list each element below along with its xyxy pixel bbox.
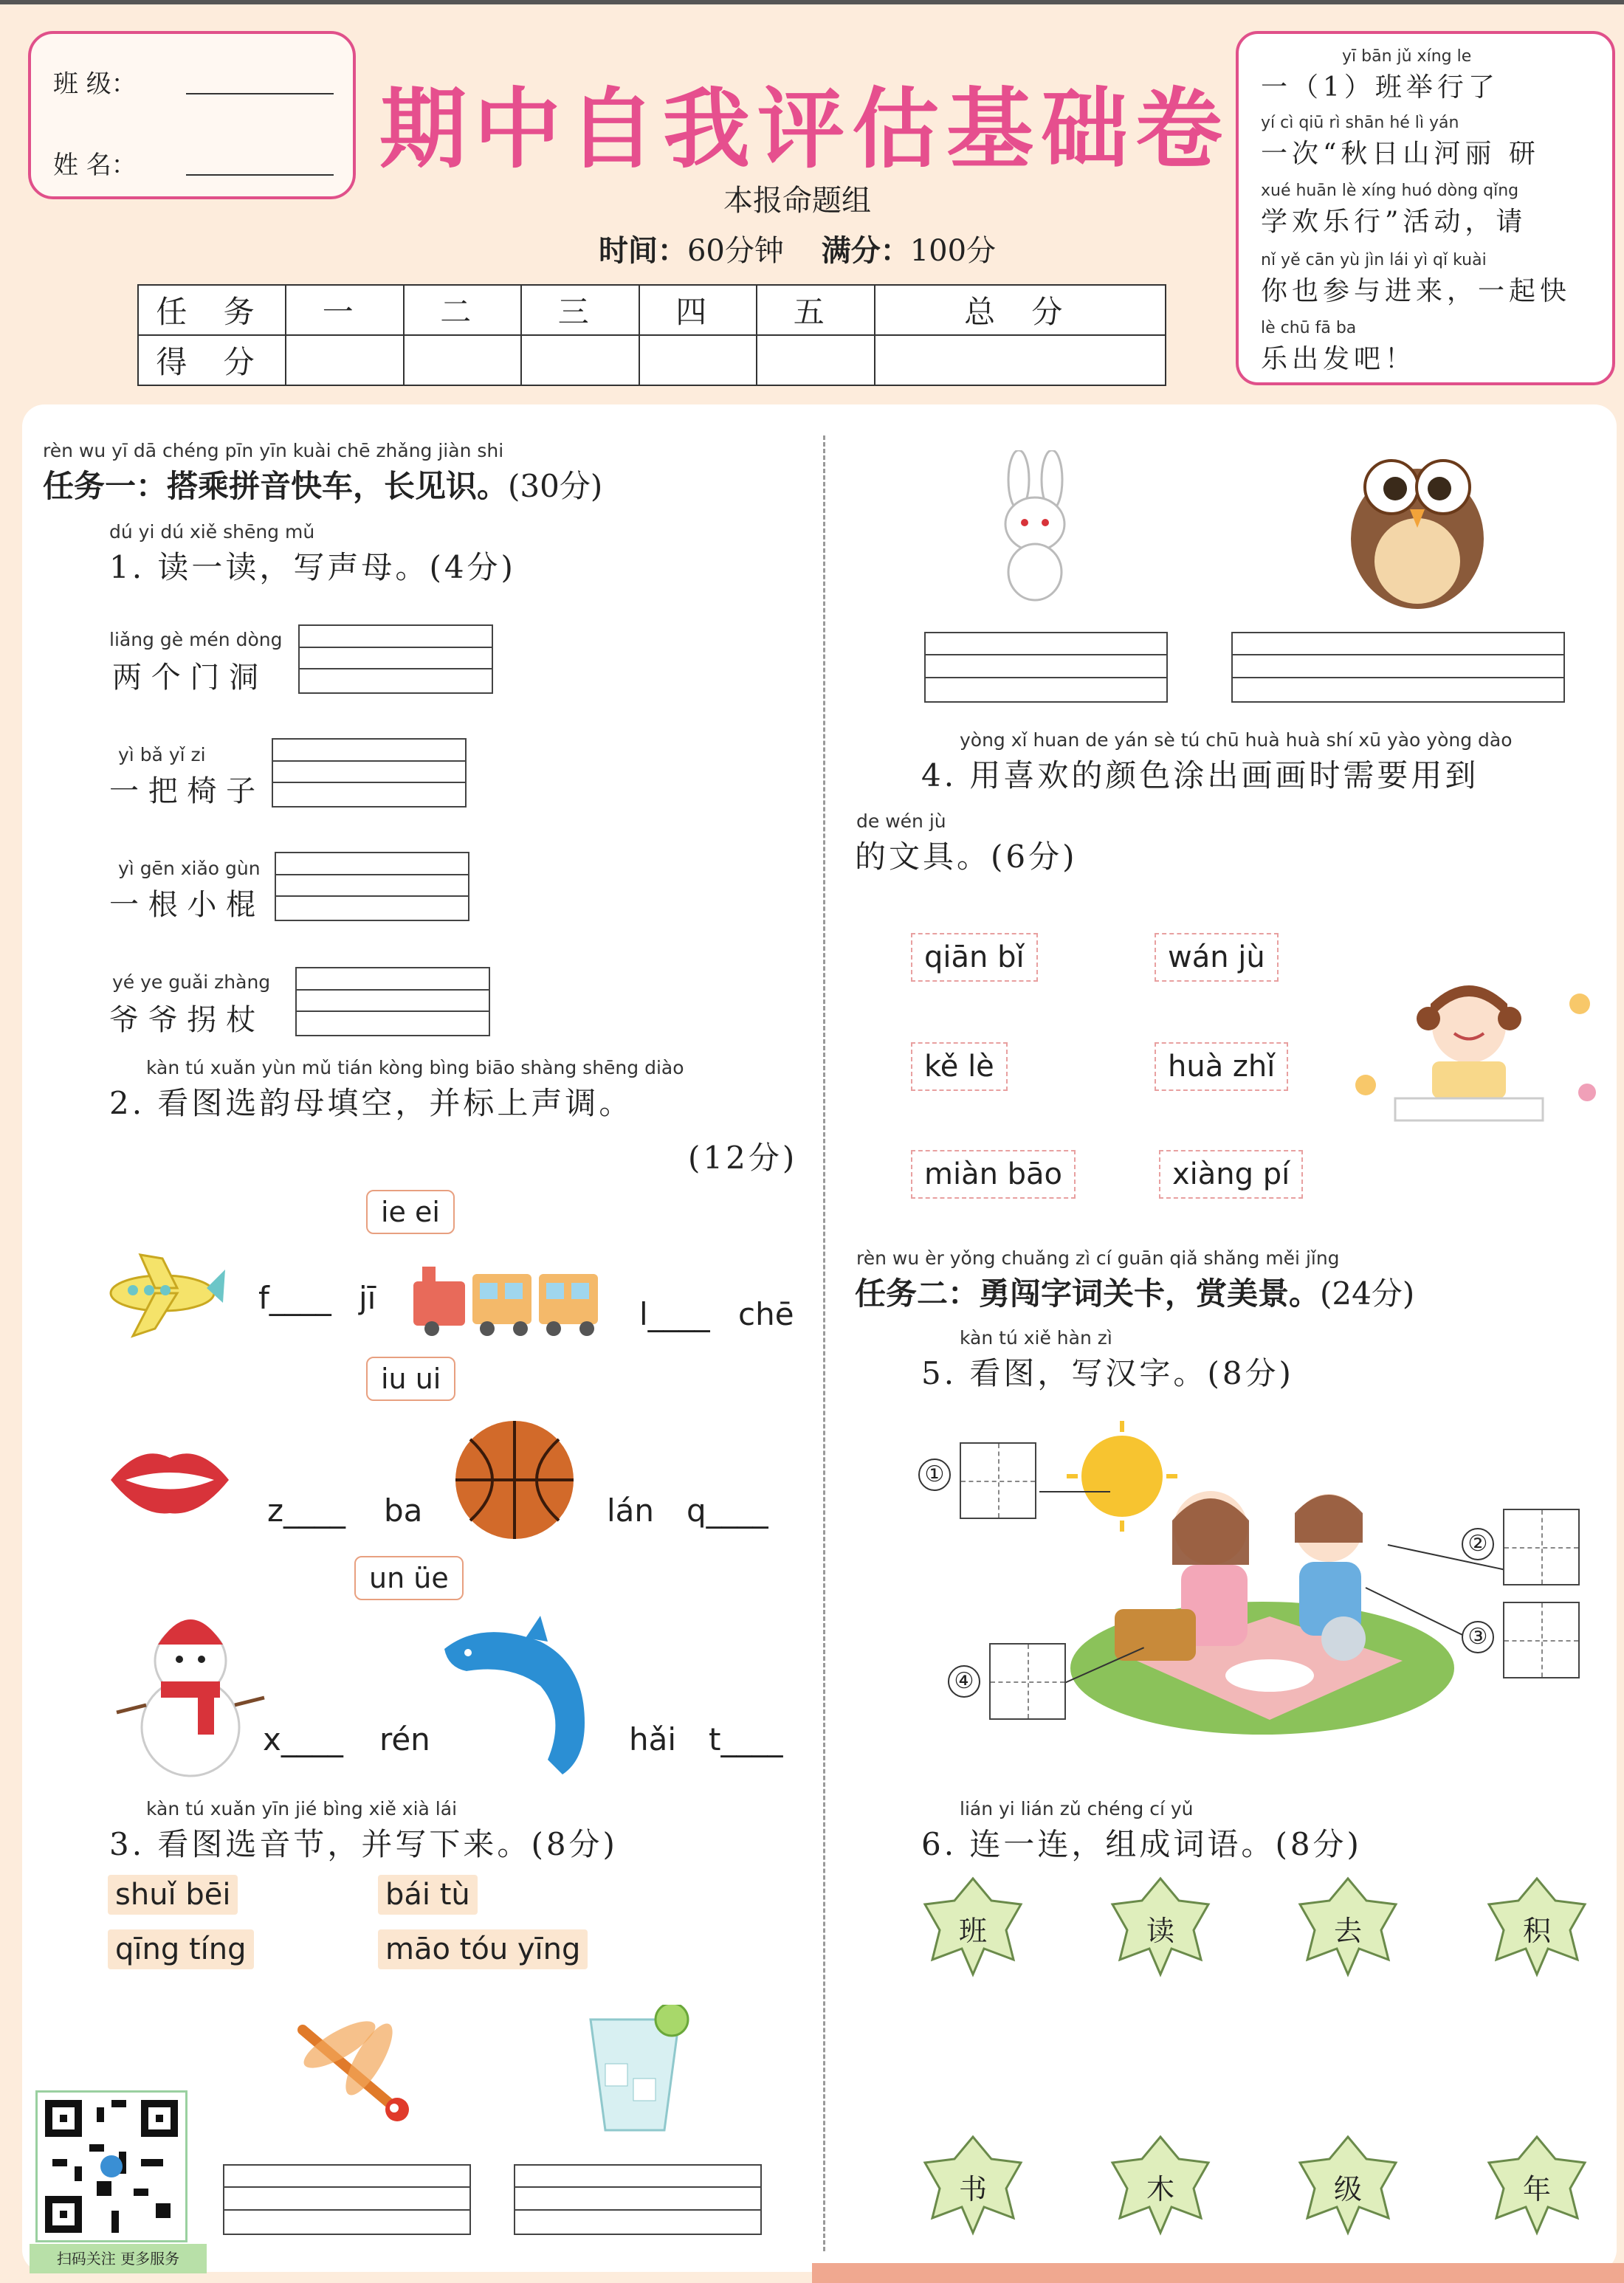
q4-option[interactable]: qiān bǐ <box>911 933 1038 982</box>
q2-blank-l[interactable]: l____ <box>639 1296 710 1332</box>
q6-heading <box>921 1820 1362 1864</box>
q4-option[interactable]: huà zhǐ <box>1155 1042 1288 1091</box>
note-pinyin: nǐ yě cān yù jìn lái yì qǐ kuài <box>1261 251 1487 269</box>
q5-points: (8分) <box>1207 1355 1294 1391</box>
lips-icon <box>103 1439 236 1521</box>
q4-option[interactable]: kě lè <box>911 1042 1008 1091</box>
q2-blank-t[interactable]: t____ <box>709 1721 783 1757</box>
q6-leaf-top[interactable] <box>1296 1875 1400 1978</box>
q5-tian-box-1[interactable] <box>960 1442 1036 1519</box>
q6-leaf-top[interactable] <box>1485 1875 1589 1978</box>
task2-points: (24分) <box>1320 1275 1415 1312</box>
name-label: 姓 名： <box>53 151 137 180</box>
q1-item-text: 爷 爷 拐 杖 <box>109 1003 256 1037</box>
class-label: 班 级： <box>53 69 137 99</box>
intro-note-box <box>1236 31 1615 385</box>
leaf-char: 级 <box>1333 2173 1362 2205</box>
score-input-cell[interactable] <box>757 335 875 385</box>
q6-leaf-bottom[interactable] <box>1296 2133 1400 2236</box>
q6-leaf-top[interactable] <box>1109 1875 1212 1978</box>
q3-pinyin: kàn tú xuǎn yīn jié bìng xiě xià lái <box>146 1798 458 1819</box>
q1-writing-box[interactable] <box>298 624 493 694</box>
q1-item-pinyin: yì bǎ yǐ zi <box>118 744 206 765</box>
leaf-char: 去 <box>1333 1915 1362 1947</box>
note-pinyin: xué huān lè xíng huó dòng qǐng <box>1261 182 1519 200</box>
q1-item-text: 两 个 门 洞 <box>112 661 259 695</box>
q2-syllable-che: chē <box>738 1296 794 1332</box>
q5-connector-line <box>1039 1491 1110 1492</box>
q2-choice-un-ue[interactable]: un üe <box>354 1556 464 1600</box>
q3-option[interactable]: māo tóu yīng <box>378 1929 588 1969</box>
picture-name-box[interactable] <box>1231 632 1565 703</box>
q5-num-2: ② <box>1462 1528 1494 1560</box>
note-text: 学欢乐行”活动，请 <box>1261 207 1527 237</box>
q1-item-text: 一 根 小 棍 <box>109 888 256 922</box>
dolphin-icon <box>437 1612 614 1782</box>
q6-leaf-top[interactable] <box>921 1875 1025 1978</box>
q1-writing-box[interactable] <box>275 852 469 921</box>
q3-writing-box[interactable] <box>223 2164 471 2235</box>
leaf-char: 积 <box>1522 1915 1551 1947</box>
q4-text-2: 的文具。 <box>855 839 991 875</box>
basketball-icon <box>452 1417 577 1543</box>
q1-pinyin: dú yi dú xiě shēng mǔ <box>109 521 315 543</box>
score-value: 100分 <box>909 234 997 268</box>
task2-title: 任务二：勇闯字词关卡，赏美景。 <box>855 1275 1321 1312</box>
q4-option[interactable]: wán jù <box>1155 933 1279 982</box>
score-input-cell[interactable] <box>639 335 757 385</box>
q5-num-3: ③ <box>1462 1621 1494 1653</box>
q4-text: 4. 用喜欢的颜色涂出画画时需要用到 <box>921 757 1479 793</box>
q6-text: 6. 连一连，组成词语。 <box>921 1826 1276 1862</box>
time-score-line <box>531 227 1063 269</box>
q3-option[interactable]: bái tù <box>378 1875 478 1915</box>
q3-option[interactable]: shuǐ bēi <box>108 1875 238 1915</box>
score-cell: 任 务 <box>138 285 286 335</box>
water-glass-icon <box>576 2005 701 2138</box>
score-cell: 五 <box>757 285 875 335</box>
class-field[interactable] <box>186 93 334 94</box>
airplane-icon <box>103 1247 229 1343</box>
q5-text: 5. 看图，写汉字。 <box>921 1355 1208 1391</box>
drawing-girl-icon <box>1343 974 1609 1137</box>
q1-points: (4分) <box>429 549 516 585</box>
q2-pinyin: kàn tú xuǎn yùn mǔ tián kòng bìng biāo shàng shēng diào <box>146 1057 684 1078</box>
q2-syllable-hai: hǎi <box>629 1721 677 1757</box>
q5-pinyin: kàn tú xiě hàn zì <box>960 1327 1112 1349</box>
score-input-cell[interactable] <box>404 335 522 385</box>
time-value: 60分钟 <box>687 234 784 268</box>
q5-tian-box-4[interactable] <box>989 1643 1066 1720</box>
q3-text: 3. 看图选音节，并写下来。 <box>109 1826 531 1862</box>
q2-syllable-ba: ba <box>384 1492 423 1529</box>
score-row-label: 得 分 <box>138 335 286 385</box>
q6-points: (8分) <box>1275 1826 1362 1862</box>
bottom-accent-bar <box>812 2263 1624 2283</box>
leaf-char: 读 <box>1146 1915 1174 1947</box>
q1-item-text: 一 把 椅 子 <box>109 774 256 808</box>
q2-text: 2. 看图选韵母填空，并标上声调。 <box>109 1085 633 1121</box>
q1-item-pinyin: yé ye guǎi zhàng <box>112 971 271 993</box>
q6-pinyin: lián yi lián zǔ chéng cí yǔ <box>960 1798 1194 1819</box>
q6-leaf-bottom[interactable] <box>1485 2133 1589 2236</box>
q4-points: (6分) <box>991 839 1078 875</box>
score-cell: 三 <box>521 285 639 335</box>
q3-heading <box>109 1820 618 1864</box>
train-icon <box>406 1252 605 1340</box>
score-input-cell[interactable] <box>286 335 404 385</box>
score-label: 满分： <box>821 233 910 268</box>
q2-points: (12分) <box>688 1140 798 1176</box>
q5-heading <box>921 1349 1294 1394</box>
q5-tian-box-3[interactable] <box>1503 1602 1580 1678</box>
score-input-cell[interactable] <box>521 335 639 385</box>
qr-code[interactable] <box>35 2090 187 2242</box>
picnic-scene-icon <box>1048 1417 1462 1742</box>
q4-pinyin: yòng xǐ huan de yán sè tú chū huà huà shí xū yào yòng dào <box>960 729 1513 751</box>
q2-blank-z[interactable]: z____ <box>267 1492 346 1529</box>
leaf-char: 木 <box>1146 2173 1174 2205</box>
q3-points: (8分) <box>531 1826 618 1862</box>
time-label: 时间： <box>598 233 687 268</box>
score-table-score-row <box>138 335 1166 385</box>
q1-writing-box[interactable] <box>272 738 467 808</box>
note-text: 乐出发吧！ <box>1261 344 1417 374</box>
task2-pinyin: rèn wu èr yǒng chuǎng zì cí guān qiǎ shǎng měi jǐng <box>856 1247 1340 1269</box>
author-line: 本报命题组 <box>723 184 871 218</box>
note-pinyin: lè chū fā ba <box>1261 319 1357 337</box>
score-input-cell[interactable] <box>875 335 1166 385</box>
task2-heading <box>855 1270 1414 1314</box>
score-cell: 总 分 <box>875 285 1166 335</box>
q2-blank-q[interactable]: q____ <box>687 1492 768 1529</box>
note-text: 你也参与进来，一起快 <box>1261 276 1572 306</box>
qr-caption: 扫码关注 更多服务 <box>30 2244 207 2273</box>
score-table <box>137 284 1166 386</box>
q5-num-4: ④ <box>948 1665 980 1698</box>
task1-points: (30分) <box>508 468 603 504</box>
name-field[interactable] <box>186 174 334 176</box>
q1-item-pinyin: liǎng gè mén dòng <box>109 629 283 650</box>
q4-heading-2 <box>855 833 1078 877</box>
score-table-header-row <box>138 285 1166 335</box>
note-pinyin: yī bān jǔ xíng le <box>1342 47 1472 66</box>
q2-choice-ie-ei[interactable]: ie ei <box>366 1190 455 1234</box>
q2-choice-iu-ui[interactable]: iu ui <box>366 1357 455 1401</box>
q1-item-pinyin: yì gēn xiǎo gùn <box>118 858 261 879</box>
score-cell: 四 <box>639 285 757 335</box>
score-cell: 一 <box>286 285 404 335</box>
leaf-char: 书 <box>958 2173 987 2205</box>
q6-leaf-bottom[interactable] <box>1109 2133 1212 2236</box>
snowman-icon <box>109 1594 272 1779</box>
q6-leaf-bottom[interactable] <box>921 2133 1025 2236</box>
owl-icon <box>1336 435 1499 613</box>
q2-blank-f[interactable]: f____ <box>258 1280 331 1316</box>
picture-name-box[interactable] <box>924 632 1168 703</box>
column-divider <box>823 435 825 2251</box>
note-pinyin: yí cì qiū rì shān hé lì yán <box>1261 114 1459 132</box>
leaf-char: 年 <box>1522 2173 1551 2205</box>
note-text: 一（1）班举行了 <box>1261 72 1499 103</box>
task1-pinyin: rèn wu yī dā chéng pīn yīn kuài chē zhǎng jiàn shi <box>43 440 504 461</box>
q4-pinyin-2: de wén jù <box>856 810 946 832</box>
q2-syllable-ren: rén <box>379 1721 430 1757</box>
q4-option[interactable]: xiàng pí <box>1159 1150 1303 1199</box>
leaf-char: 班 <box>958 1915 987 1947</box>
note-text: 一次“秋日山河丽 研 <box>1261 139 1540 169</box>
score-cell: 二 <box>404 285 522 335</box>
rabbit-icon <box>982 450 1093 605</box>
q1-text: 1. 读一读，写声母。 <box>109 549 430 585</box>
task1-heading <box>43 462 602 506</box>
task1-title: 任务一：搭乘拼音快车，长见识。 <box>43 468 509 504</box>
q1-writing-box[interactable] <box>295 967 490 1036</box>
q2-blank-x[interactable]: x____ <box>263 1721 343 1757</box>
q2-syllable-ji: jī <box>359 1280 376 1316</box>
q2-syllable-lan: lán <box>607 1492 655 1529</box>
student-info-box <box>28 31 356 199</box>
q3-option[interactable]: qīng tíng <box>108 1929 254 1969</box>
dragonfly-icon <box>288 2015 428 2133</box>
q5-num-1: ① <box>918 1459 951 1491</box>
q2-heading <box>109 1079 633 1123</box>
q5-tian-box-2[interactable] <box>1503 1509 1580 1585</box>
q1-heading <box>109 543 516 588</box>
page-title: 期中自我评估基础卷 <box>379 78 1230 180</box>
q4-option[interactable]: miàn bāo <box>911 1150 1076 1199</box>
top-rule <box>0 0 1624 4</box>
q3-writing-box[interactable] <box>514 2164 762 2235</box>
